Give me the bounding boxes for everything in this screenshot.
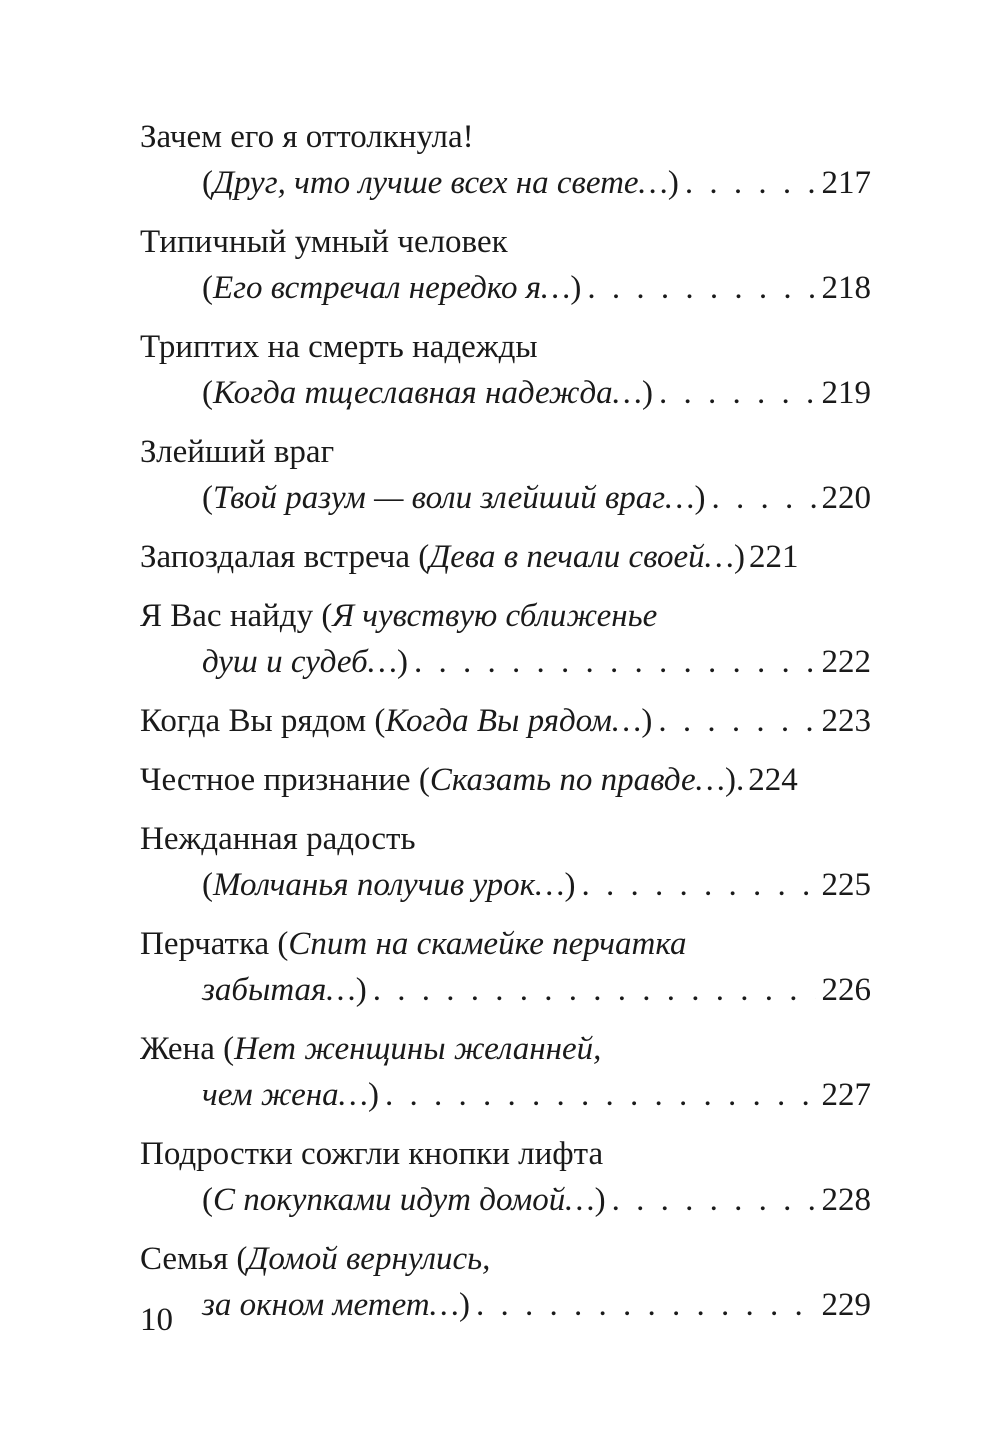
toc-subline: (Друг, что лучше всех на свете…) . . . 217 (140, 160, 871, 206)
toc-first-line-cont: чем жена… (202, 1077, 368, 1113)
toc-subline: (Твой разум — воли злейший враг…) . . . 220 (140, 475, 871, 521)
toc-first-line: Твой разум — воли злейший враг… (213, 480, 695, 516)
toc-entry[interactable] (140, 816, 871, 908)
toc-entry[interactable] (140, 324, 871, 416)
leader-dots (612, 1177, 816, 1223)
toc-page-number: 229 (821, 1287, 871, 1323)
toc-title: Когда Вы рядом (Когда Вы рядом…) . . . 223 (140, 698, 871, 744)
toc-first-line: Друг, что лучше всех на свете… (213, 165, 668, 201)
toc-title: Подростки сожгли кнопки лифта (140, 1136, 604, 1172)
toc-page-number: 218 (821, 270, 871, 306)
toc-title: Злейший враг (140, 434, 335, 470)
leader-dots (712, 475, 816, 521)
toc-title: Жена (Нет женщины желанней, (140, 1031, 602, 1067)
toc-page-number: 228 (821, 1182, 871, 1218)
toc-subline: за окном метет…) . . . 229 (140, 1282, 871, 1328)
toc-first-line: Когда Вы рядом… (385, 703, 642, 739)
toc-title: Зачем его я оттолкнула! (140, 119, 474, 155)
toc-page-number: 226 (821, 972, 871, 1008)
toc-first-line: Дева в печали своей… (429, 539, 734, 575)
toc-page-number: 224 (748, 762, 798, 798)
toc-title: Типичный умный человек (140, 224, 508, 260)
toc-entry[interactable] (140, 114, 871, 206)
toc-first-line: Нет женщины желанней, (234, 1031, 602, 1067)
leader-dots (385, 1072, 816, 1118)
toc-first-line-cont: за окном метет… (202, 1287, 459, 1323)
leader-dots (659, 370, 816, 416)
table-of-contents (140, 114, 871, 1341)
toc-page-number: 221 (748, 539, 799, 575)
toc-page-number: 223 (821, 703, 871, 739)
toc-entry[interactable] (140, 534, 871, 580)
toc-entry[interactable] (140, 921, 871, 1013)
toc-entry[interactable] (140, 1131, 871, 1223)
toc-first-line-cont: душ и судеб… (202, 644, 398, 680)
leader-dots (476, 1282, 816, 1328)
toc-entry[interactable] (140, 1236, 871, 1328)
leader-dots (685, 160, 816, 206)
toc-subline: душ и судеб…) . . . 222 (140, 639, 871, 685)
toc-page-number: 225 (821, 867, 871, 903)
toc-entry[interactable] (140, 698, 871, 744)
toc-first-line: Молчанья получив урок… (213, 867, 565, 903)
toc-title: Перчатка (Спит на скамейке перчатка (140, 926, 687, 962)
toc-first-line: Я чувствую сближенье (332, 598, 658, 634)
toc-page-number: 227 (821, 1077, 871, 1113)
toc-subline: (Его встречал нередко я…) . . . 218 (140, 265, 871, 311)
toc-title: Триптих на смерть надежды (140, 329, 538, 365)
page-number: 10 (140, 1302, 173, 1338)
toc-title: Нежданная радость (140, 821, 416, 857)
toc-page-number: 220 (821, 480, 871, 516)
toc-first-line: С покупками идут домой… (213, 1182, 595, 1218)
toc-subline: (С покупками идут домой…) . . . 228 (140, 1177, 871, 1223)
toc-first-line: Спит на скамейке перчатка (288, 926, 687, 962)
toc-page-number: 219 (821, 375, 871, 411)
toc-title: Запоздалая встреча (Дева в печали своей…) 221 (140, 534, 871, 580)
toc-entry[interactable] (140, 219, 871, 311)
toc-first-line: Его встречал нередко я… (213, 270, 571, 306)
toc-title: Я Вас найду (Я чувствую сближенье (140, 598, 658, 634)
leader-dots (581, 862, 815, 908)
toc-subline: чем жена…) . . . 227 (140, 1072, 871, 1118)
toc-title: Честное признание (Сказать по правде…). 224 (140, 757, 871, 803)
leader-dots (414, 639, 815, 685)
toc-first-line: Сказать по правде… (429, 762, 725, 798)
toc-first-line: Домой вернулись, (247, 1241, 491, 1277)
toc-first-line: Когда тщеславная надежда… (213, 375, 642, 411)
toc-entry[interactable] (140, 757, 871, 803)
leader-dots (587, 265, 815, 311)
toc-entry[interactable] (140, 1026, 871, 1118)
toc-subline: забытая…) . . . 226 (140, 967, 871, 1013)
toc-page-number: 217 (821, 165, 871, 201)
toc-entry[interactable] (140, 429, 871, 521)
toc-subline: (Молчанья получив урок…) . . . 225 (140, 862, 871, 908)
toc-entry[interactable] (140, 593, 871, 685)
toc-title: Семья (Домой вернулись, (140, 1241, 491, 1277)
toc-first-line-cont: забытая… (202, 972, 356, 1008)
leader-dots (658, 698, 815, 744)
leader-dots (373, 967, 816, 1013)
toc-page-number: 222 (821, 644, 871, 680)
toc-subline: (Когда тщеславная надежда…) . . . 219 (140, 370, 871, 416)
